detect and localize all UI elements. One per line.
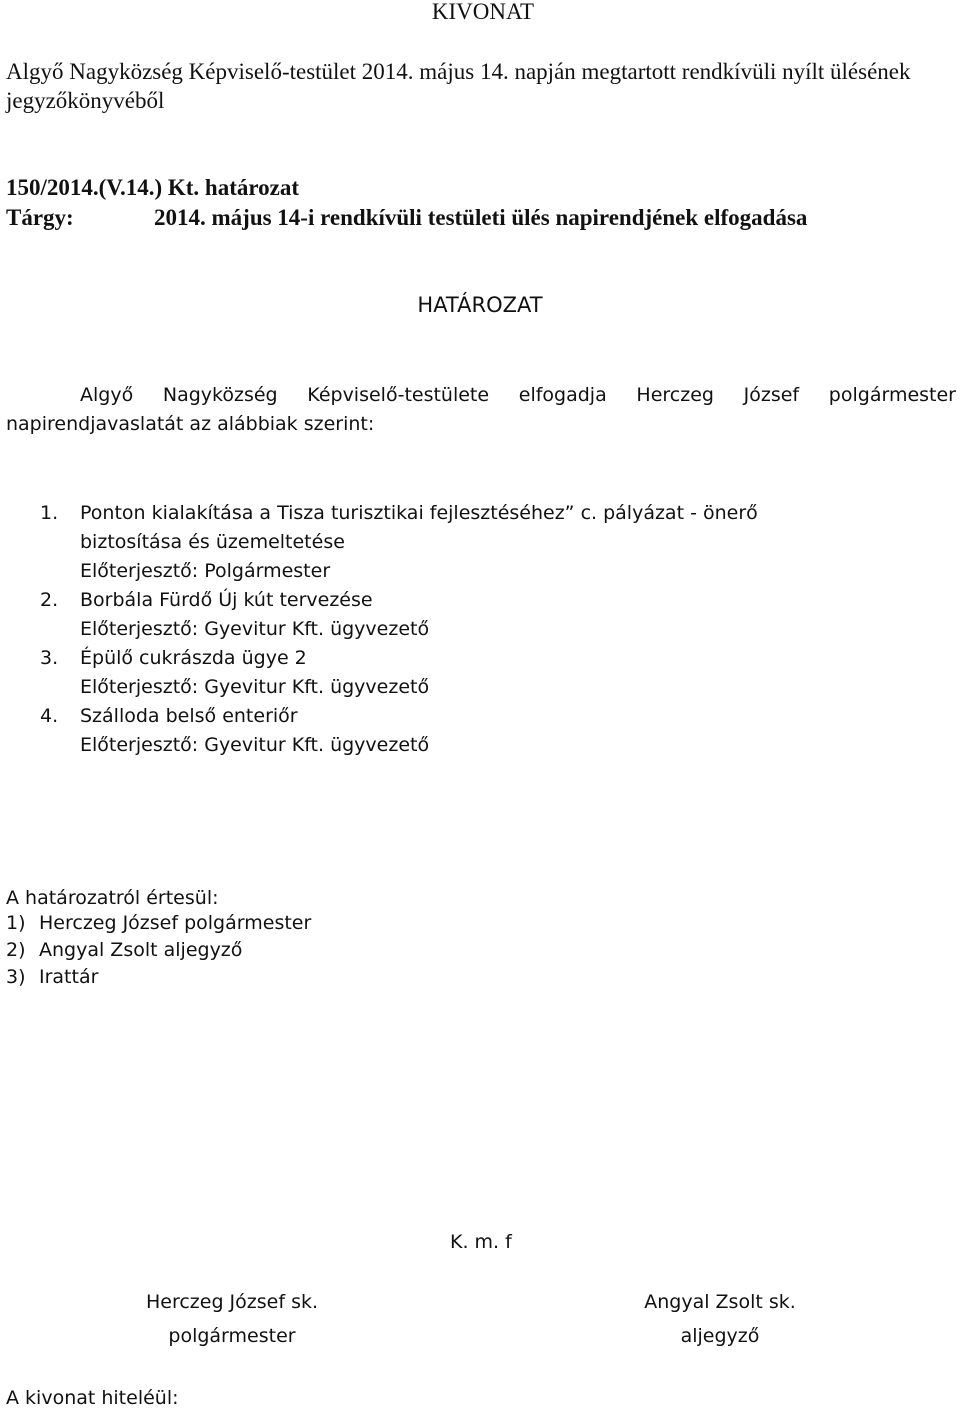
- signatory-role: polgármester: [168, 1325, 296, 1347]
- notify-heading: A határozatról értesül:: [6, 887, 219, 909]
- kmf-text: K. m. f: [450, 1231, 512, 1253]
- decision-heading: HATÁROZAT: [417, 293, 543, 317]
- decision-body: [6, 381, 956, 439]
- agenda-item-presenter: Előterjesztő: Polgármester: [80, 560, 331, 582]
- signatory-role: aljegyző: [680, 1325, 760, 1347]
- notify-item-number: 2): [6, 939, 26, 961]
- notify-item-number: 3): [6, 966, 26, 988]
- agenda-item-presenter: Előterjesztő: Gyevitur Kft. ügyvezető: [80, 618, 430, 640]
- document-title: KIVONAT: [431, 0, 535, 24]
- agenda-item-title: Épülő cukrászda ügye 2: [80, 647, 307, 669]
- agenda-item-title: Szálloda belső enteriőr: [80, 705, 298, 727]
- decision-text-line: Algyő Nagyközség Képviselő-testülete elfogadja Herczeg József polgármester: [80, 384, 956, 406]
- signature-block-mayor: [82, 1288, 382, 1351]
- subject-text: 2014. május 14-i rendkívüli testületi ülés napirendjének elfogadása: [154, 205, 808, 230]
- agenda-item-title: Borbála Fürdő Új kút tervezése: [80, 589, 373, 611]
- notify-item: [6, 910, 311, 937]
- resolution-number: 150/2014.(V.14.) Kt. határozat: [6, 175, 300, 200]
- signatory-name: Angyal Zsolt sk.: [644, 1291, 796, 1313]
- notify-item: [6, 937, 311, 964]
- subject-label: Tárgy:: [6, 205, 74, 230]
- notify-item: [6, 964, 311, 991]
- agenda-item-title: Ponton kialakítása a Tisza turisztikai fejlesztéséhez” c. pályázat - önerő: [80, 502, 758, 524]
- agenda-item: [40, 499, 880, 586]
- agenda-item-presenter: Előterjesztő: Gyevitur Kft. ügyvezető: [80, 676, 430, 698]
- notify-list: [6, 910, 311, 991]
- agenda-item: [40, 586, 880, 644]
- intro-text: Algyő Nagyközség Képviselő-testület 2014. május 14. napján megtartott rendkívüli nyílt ülésének jegyzőkönyvéből: [6, 59, 911, 113]
- agenda-list: [40, 499, 880, 760]
- agenda-item-number: 3.: [40, 647, 59, 669]
- notify-item-text: Herczeg József polgármester: [39, 912, 312, 934]
- notify-item-text: Irattár: [39, 966, 99, 988]
- agenda-item: [40, 702, 880, 760]
- agenda-item-title: biztosítása és üzemeltetése: [80, 531, 345, 553]
- decision-text-line: napirendjavaslatát az alábbiak szerint:: [6, 413, 375, 435]
- agenda-item: [40, 644, 880, 702]
- agenda-item-number: 4.: [40, 705, 59, 727]
- agenda-item-number: 1.: [40, 502, 59, 524]
- signatory-name: Herczeg József sk.: [145, 1291, 319, 1313]
- notify-item-text: Angyal Zsolt aljegyző: [39, 939, 243, 961]
- agenda-item-number: 2.: [40, 589, 59, 611]
- signature-block-notary: [570, 1288, 870, 1351]
- certified-text: A kivonat hiteléül:: [6, 1387, 179, 1409]
- notify-item-number: 1): [6, 912, 26, 934]
- agenda-item-presenter: Előterjesztő: Gyevitur Kft. ügyvezető: [80, 734, 430, 756]
